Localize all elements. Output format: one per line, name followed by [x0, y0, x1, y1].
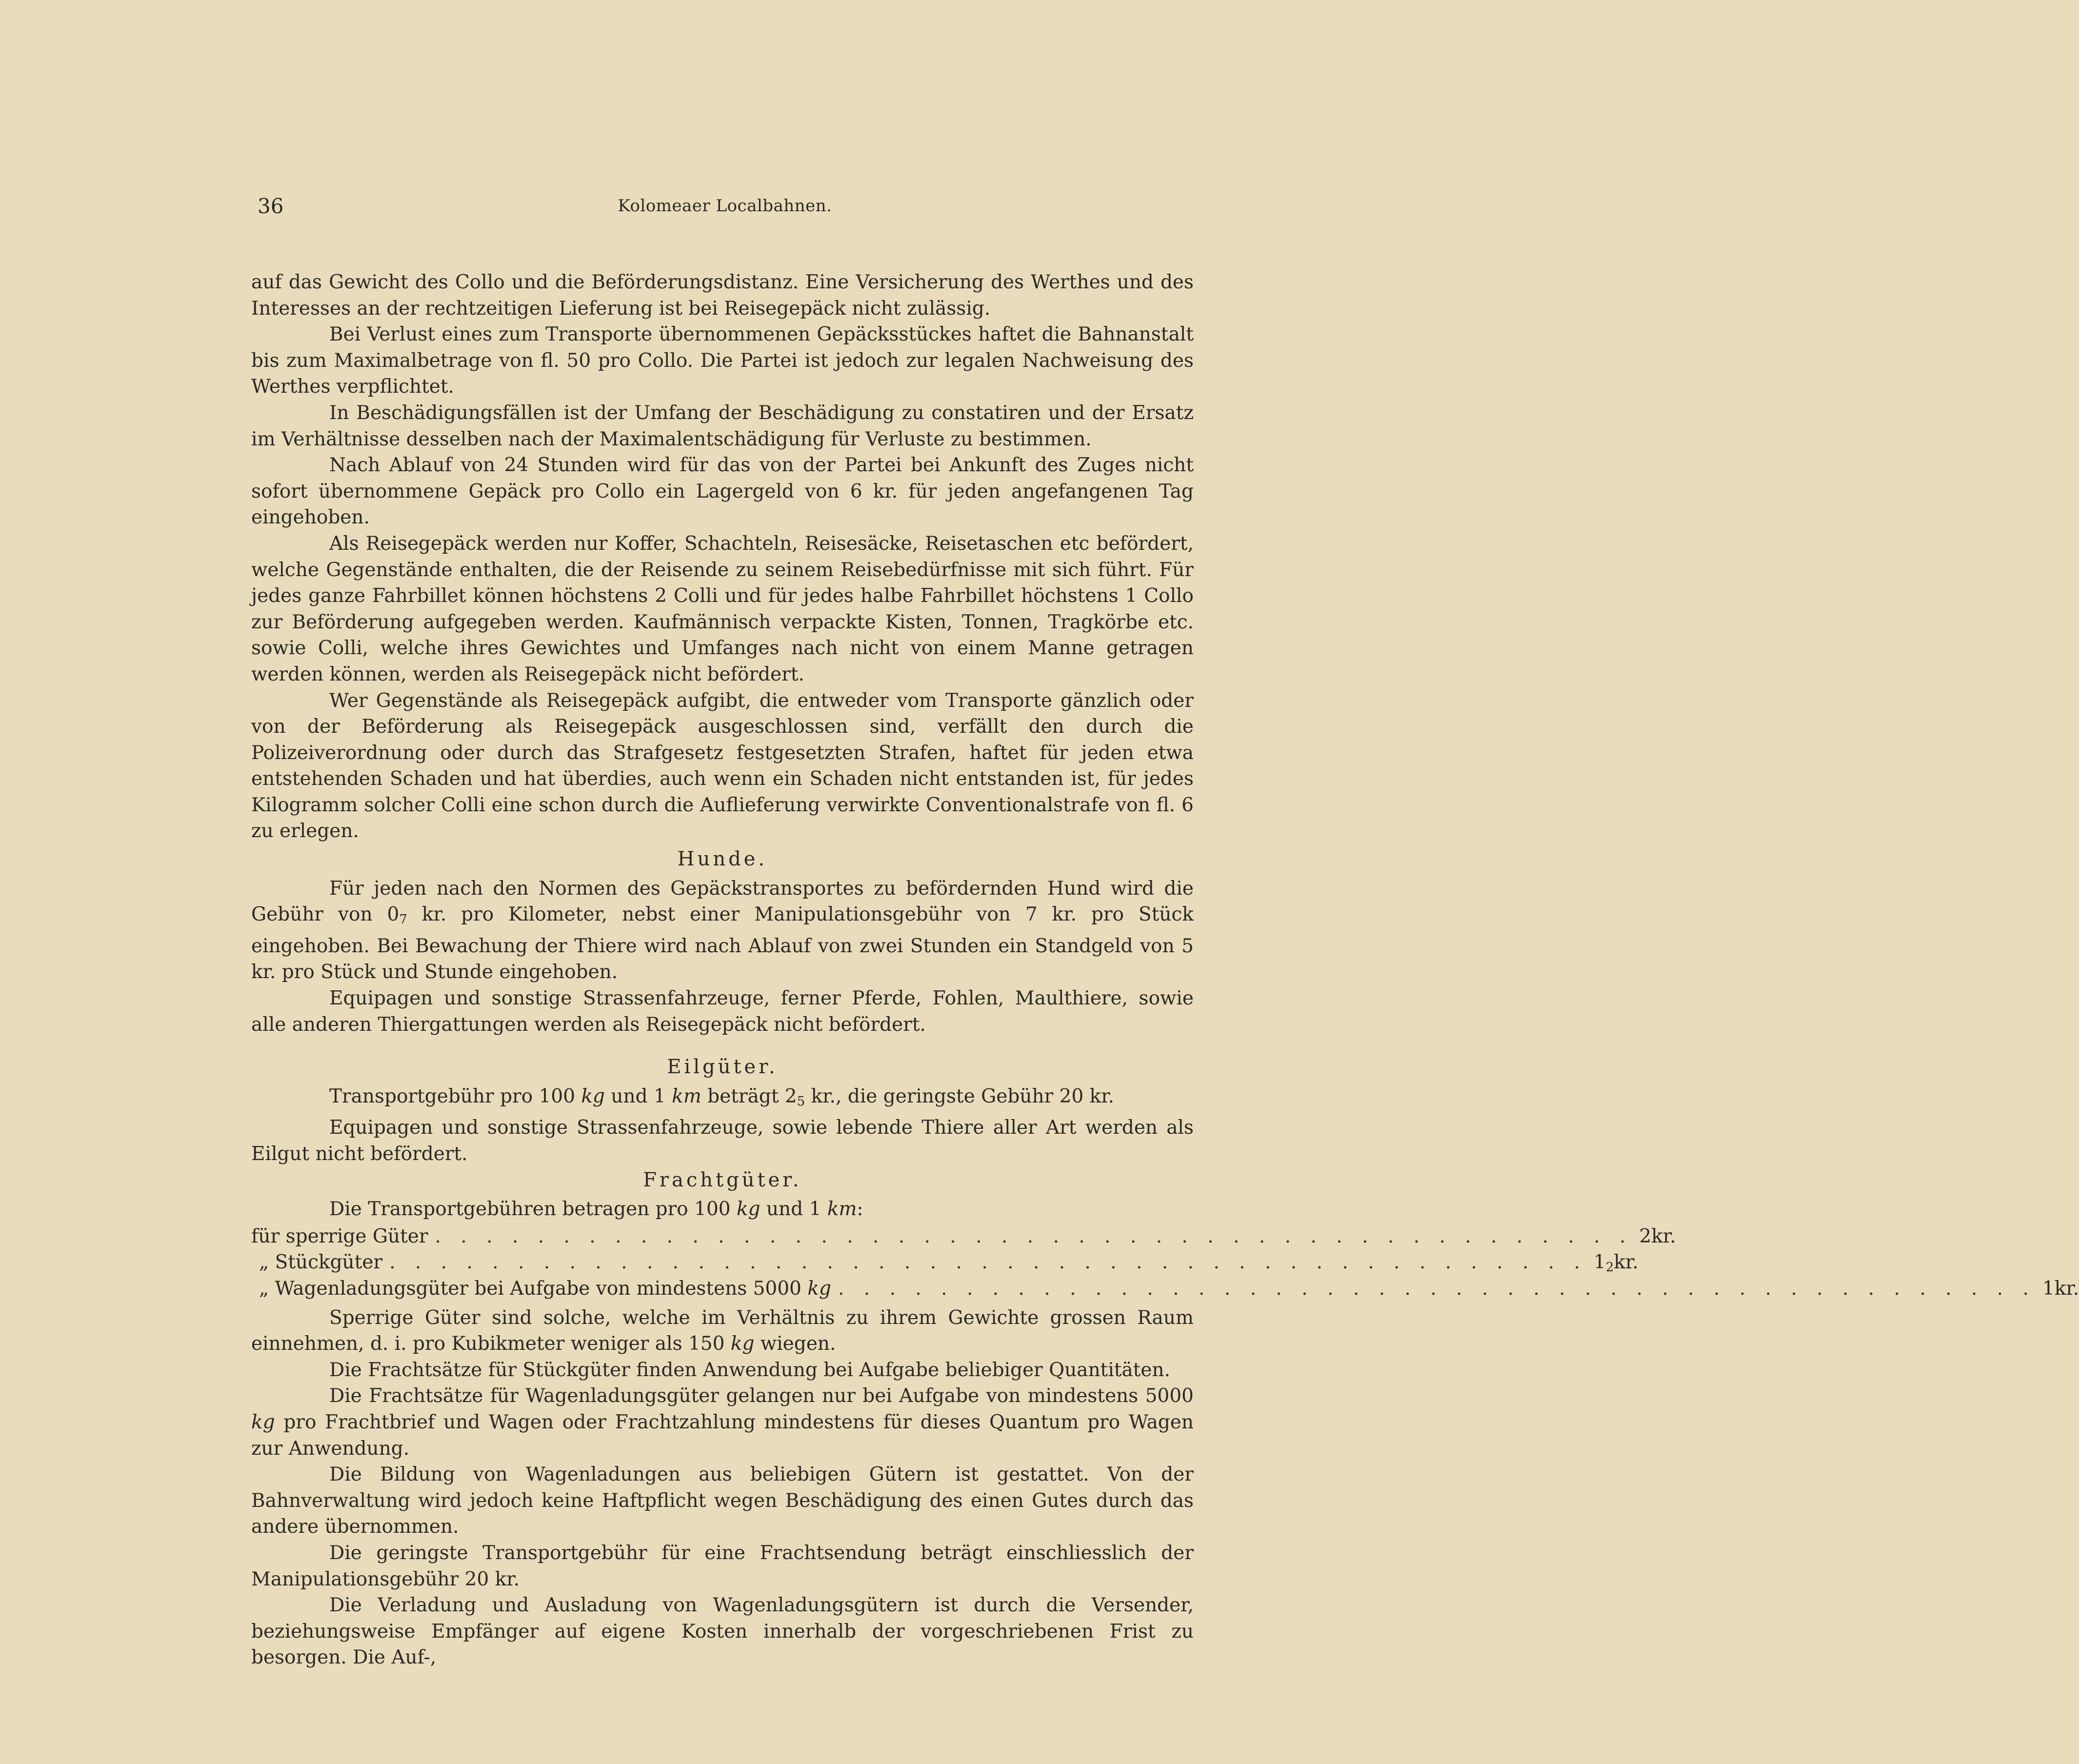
section-heading-eilgueter: Eilgüter.: [667, 1056, 778, 1079]
paragraph: Equipagen und sonstige Strassenfahrzeuge, ferner Pferde, Fohlen, Maulthiere, sowie alle anderen Thiergattungen werden als Reisegepäck nicht befördert.: [251, 987, 1194, 1036]
text: pro Frachtbrief und Wagen oder Frachtzahlung mindestens für dieses Quantum pro Wagen zur Anwendung.: [251, 1411, 1194, 1460]
text: Die Frachtsätze für Wagenladungsgüter gelangen nur bei Aufgabe von mindestens 5000: [329, 1385, 1194, 1407]
text: Transportgebühr pro 100: [329, 1085, 581, 1107]
paragraph: Bei Verlust eines zum Transporte übernommenen Gepäcksstückes haftet die Bahnanstalt bis zum Maximalbetrage von fl. 50 pro Collo. Die Partei ist jedoch zur legalen Nachweisung des Werthes verpflichtet.: [251, 323, 1194, 398]
text: und 1: [760, 1198, 827, 1221]
text: Für jeden nach den Normen des Gepäckstransportes zu befördernden Hund wird die Gebühr von 0: [251, 877, 1194, 926]
paragraph: Die geringste Transportgebühr für eine Frachtsendung beträgt einschliesslich der Manipulationsgebühr 20 kr.: [251, 1542, 1194, 1590]
paragraph: [251, 1305, 1194, 1357]
unit-kg: kg: [581, 1085, 605, 1107]
rate-unit: kr.: [2054, 1277, 2079, 1300]
paragraph: In Beschädigungsfällen ist der Umfang der Beschädigung zu constatiren und der Ersatz im Verhältnisse desselben nach der Maximalentschädigung für Verluste zu bestimmen.: [251, 401, 1194, 450]
unit-kg: kg: [737, 1198, 760, 1221]
rate-unit: kr.: [1651, 1225, 1676, 1247]
unit-km: km: [827, 1198, 857, 1221]
subscript-digit: 5: [797, 1094, 805, 1109]
unit-kg: kg: [730, 1333, 755, 1355]
subscript-digit: 7: [399, 912, 407, 927]
leader-dots: . . . . . . . . . . . . . . . . . . . . . . . . . . . . . . . . . . . . . . . . . . . . . . .: [389, 1251, 1587, 1274]
page-number: 36: [258, 194, 284, 218]
paragraph: Die Verladung und Ausladung von Wagenladungsgütern ist durch die Versender, beziehungsweise Empfänger auf eigene Kosten innerhalb der vorgeschriebenen Frist zu besorgen. Die Auf-,: [251, 1594, 1194, 1669]
rate-label: für sperrige Güter: [251, 1225, 428, 1247]
rate-row: [251, 1249, 1639, 1276]
section-heading-frachtgueter: Frachtgüter.: [643, 1168, 802, 1191]
rate-row: [251, 1223, 1676, 1250]
paragraph: Nach Ablauf von 24 Stunden wird für das von der Partei bei Ankunft des Zuges nicht sofort übernommene Gepäck pro Collo ein Lagergeld von 6 kr. für jeden angefangenen Tag eingehoben.: [251, 454, 1194, 529]
subscript-digit: 2: [1605, 1260, 1614, 1275]
text: beträgt 2: [701, 1085, 797, 1107]
paragraph: Die Frachtsätze für Stückgüter finden Anwendung bei Aufgabe beliebiger Quantitäten.: [329, 1359, 1171, 1381]
rate-value: [2042, 1276, 2055, 1302]
rate-value-main: 2: [1639, 1225, 1652, 1247]
paragraph: Equipagen und sonstige Strassenfahrzeuge, sowie lebende Thiere aller Art werden als Eilgut nicht befördert.: [251, 1117, 1194, 1165]
page-content: [251, 269, 2079, 1671]
running-title: Kolomeaer Localbahnen.: [618, 196, 832, 216]
section-heading-hunde: Hunde.: [677, 848, 768, 871]
paragraph: [251, 1383, 1194, 1462]
spacer: [251, 1038, 1194, 1054]
text: Die Transportgebühren betragen pro 100: [329, 1198, 737, 1221]
leader-dots: . . . . . . . . . . . . . . . . . . . . . . . . . . . . . . . . . . . . . . . . . . . . . . .: [838, 1277, 2036, 1300]
text: kr. pro Kilometer, nebst einer Manipulationsgebühr von 7 kr. pro Stück eingehoben. Bei Bewachung der Thiere wird nach Ablauf von zwei Stunden ein Standgeld von 5 kr. pro Stück und Stunde eingehoben.: [251, 903, 1194, 983]
paragraph: [251, 1196, 1194, 1223]
text: :: [857, 1198, 863, 1221]
paragraph: Die Bildung von Wagenladungen aus beliebigen Gütern ist gestattet. Von der Bahnverwaltung wird jedoch keine Haftpflicht wegen Beschädigung des einen Gutes durch das andere übernommen.: [251, 1463, 1194, 1538]
rate-label: [251, 1276, 831, 1302]
page-header: [258, 194, 1192, 223]
paragraph: auf das Gewicht des Collo und die Beförderungsdistanz. Eine Versicherung des Werthes und des Interesses an der rechtzeitigen Lieferung ist bei Reisegepäck nicht zulässig.: [251, 271, 1194, 320]
rate-value-main: 1: [2042, 1277, 2055, 1300]
text: „ Wagenladungsgüter bei Aufgabe von mindestens 5000: [259, 1277, 808, 1300]
rate-unit: kr.: [1614, 1251, 1639, 1274]
text: und 1: [605, 1085, 672, 1107]
rate-row: [251, 1276, 2079, 1302]
unit-kg: kg: [807, 1277, 831, 1300]
paragraph: [251, 1083, 1194, 1115]
leader-dots: . . . . . . . . . . . . . . . . . . . . . . . . . . . . . . . . . . . . . . . . . . . . . . .: [435, 1225, 1633, 1247]
text: kr., die geringste Gebühr 20 kr.: [805, 1085, 1115, 1107]
rate-value-main: 1: [1593, 1251, 1606, 1274]
rate-table: [251, 1223, 2079, 1302]
paragraph: [251, 876, 1194, 985]
unit-kg: kg: [251, 1411, 275, 1433]
text: Sperrige Güter sind solche, welche im Verhältnis zu ihrem Gewichte grossen Raum einnehmen, d. i. pro Kubikmeter weniger als 150: [251, 1306, 1194, 1355]
rate-label: „ Stückgüter: [259, 1251, 383, 1274]
text: wiegen.: [754, 1333, 836, 1355]
unit-km: km: [672, 1085, 701, 1107]
paragraph: Als Reisegepäck werden nur Koffer, Schachteln, Reisesäcke, Reisetaschen etc befördert, welche Gegenstände enthalten, die der Reisende zu seinem Reisebedürfnisse mit sich führt. Für jedes ganze Fahrbillet können höchstens 2 Colli und für jedes halbe Fahrbillet höchstens 1 Collo zur Beförderung aufgegeben werden. Kaufmännisch verpackte Kisten, Tonnen, Tragkörbe etc. sowie Colli, welche ihres Gewichtes und Umfanges nach nicht von einem Manne getragen werden können, werden als Reisegepäck nicht befördert.: [251, 532, 1194, 685]
rate-value: [1639, 1223, 1651, 1250]
paragraph: Wer Gegenstände als Reisegepäck aufgibt, die entweder vom Transporte gänzlich oder von der Beförderung als Reisegepäck ausgeschlossen sind, verfällt den durch die Polizeiverordnung oder durch das Strafgesetz festgesetzten Strafen, haftet für jeden etwa entstehenden Schaden und hat überdies, auch wenn ein Schaden nicht entstanden ist, für jedes Kilogramm solcher Colli eine schon durch die Auflieferung verwirkte Conventionalstrafe von fl. 6 zu erlegen.: [251, 689, 1194, 842]
